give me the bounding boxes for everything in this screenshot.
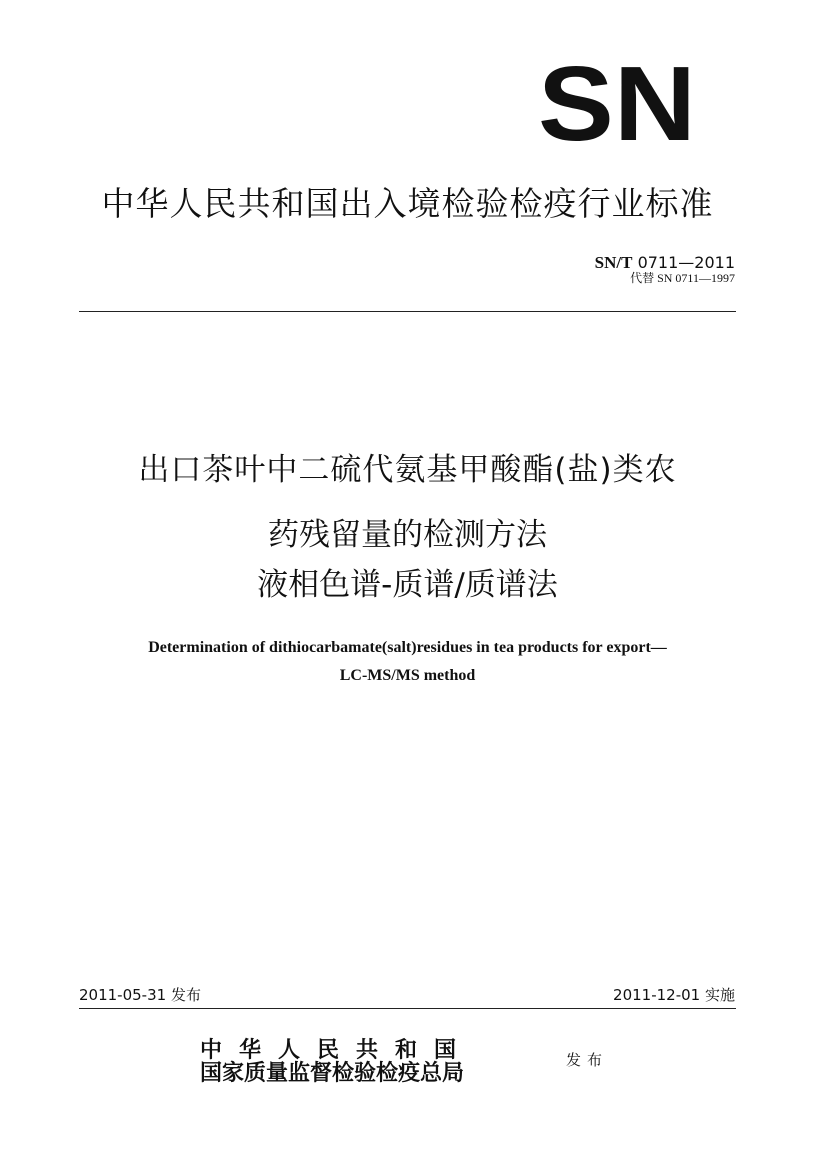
bottom-divider <box>79 1008 736 1009</box>
implement-date: 2011-12-01 实施 <box>613 986 735 1004</box>
standard-number <box>595 253 735 273</box>
sn-logo <box>537 62 697 142</box>
issuer-agency: 国家质量监督检验检疫总局 <box>200 1060 465 1086</box>
title-en-line2: LC-MS/MS method <box>339 667 476 684</box>
title-cn-line3: 液相色谱-质谱/质谱法 <box>257 567 558 603</box>
replaces-note: 代替 SN 0711—1997 <box>630 271 735 285</box>
publish-date: 2011-05-31 发布 <box>79 986 201 1004</box>
issuer-country: 中华人民共和国 <box>200 1037 474 1063</box>
standard-type-heading: 中华人民共和国出入境检验检疫行业标准 <box>101 184 714 223</box>
standard-number-value: 0711—2011 <box>637 253 735 272</box>
standard-code: SN/T <box>594 253 633 272</box>
title-cn-line1: 出口茶叶中二硫代氨基甲酸酯(盐)类农 <box>138 452 677 488</box>
top-divider <box>79 311 736 312</box>
title-en-line1: Determination of dithiocarbamate(salt)residues in tea products for export— <box>148 639 667 656</box>
issue-label: 发布 <box>566 1051 609 1069</box>
sn-logo-text: SN <box>538 62 696 142</box>
title-cn-line2: 药残留量的检测方法 <box>268 517 547 553</box>
